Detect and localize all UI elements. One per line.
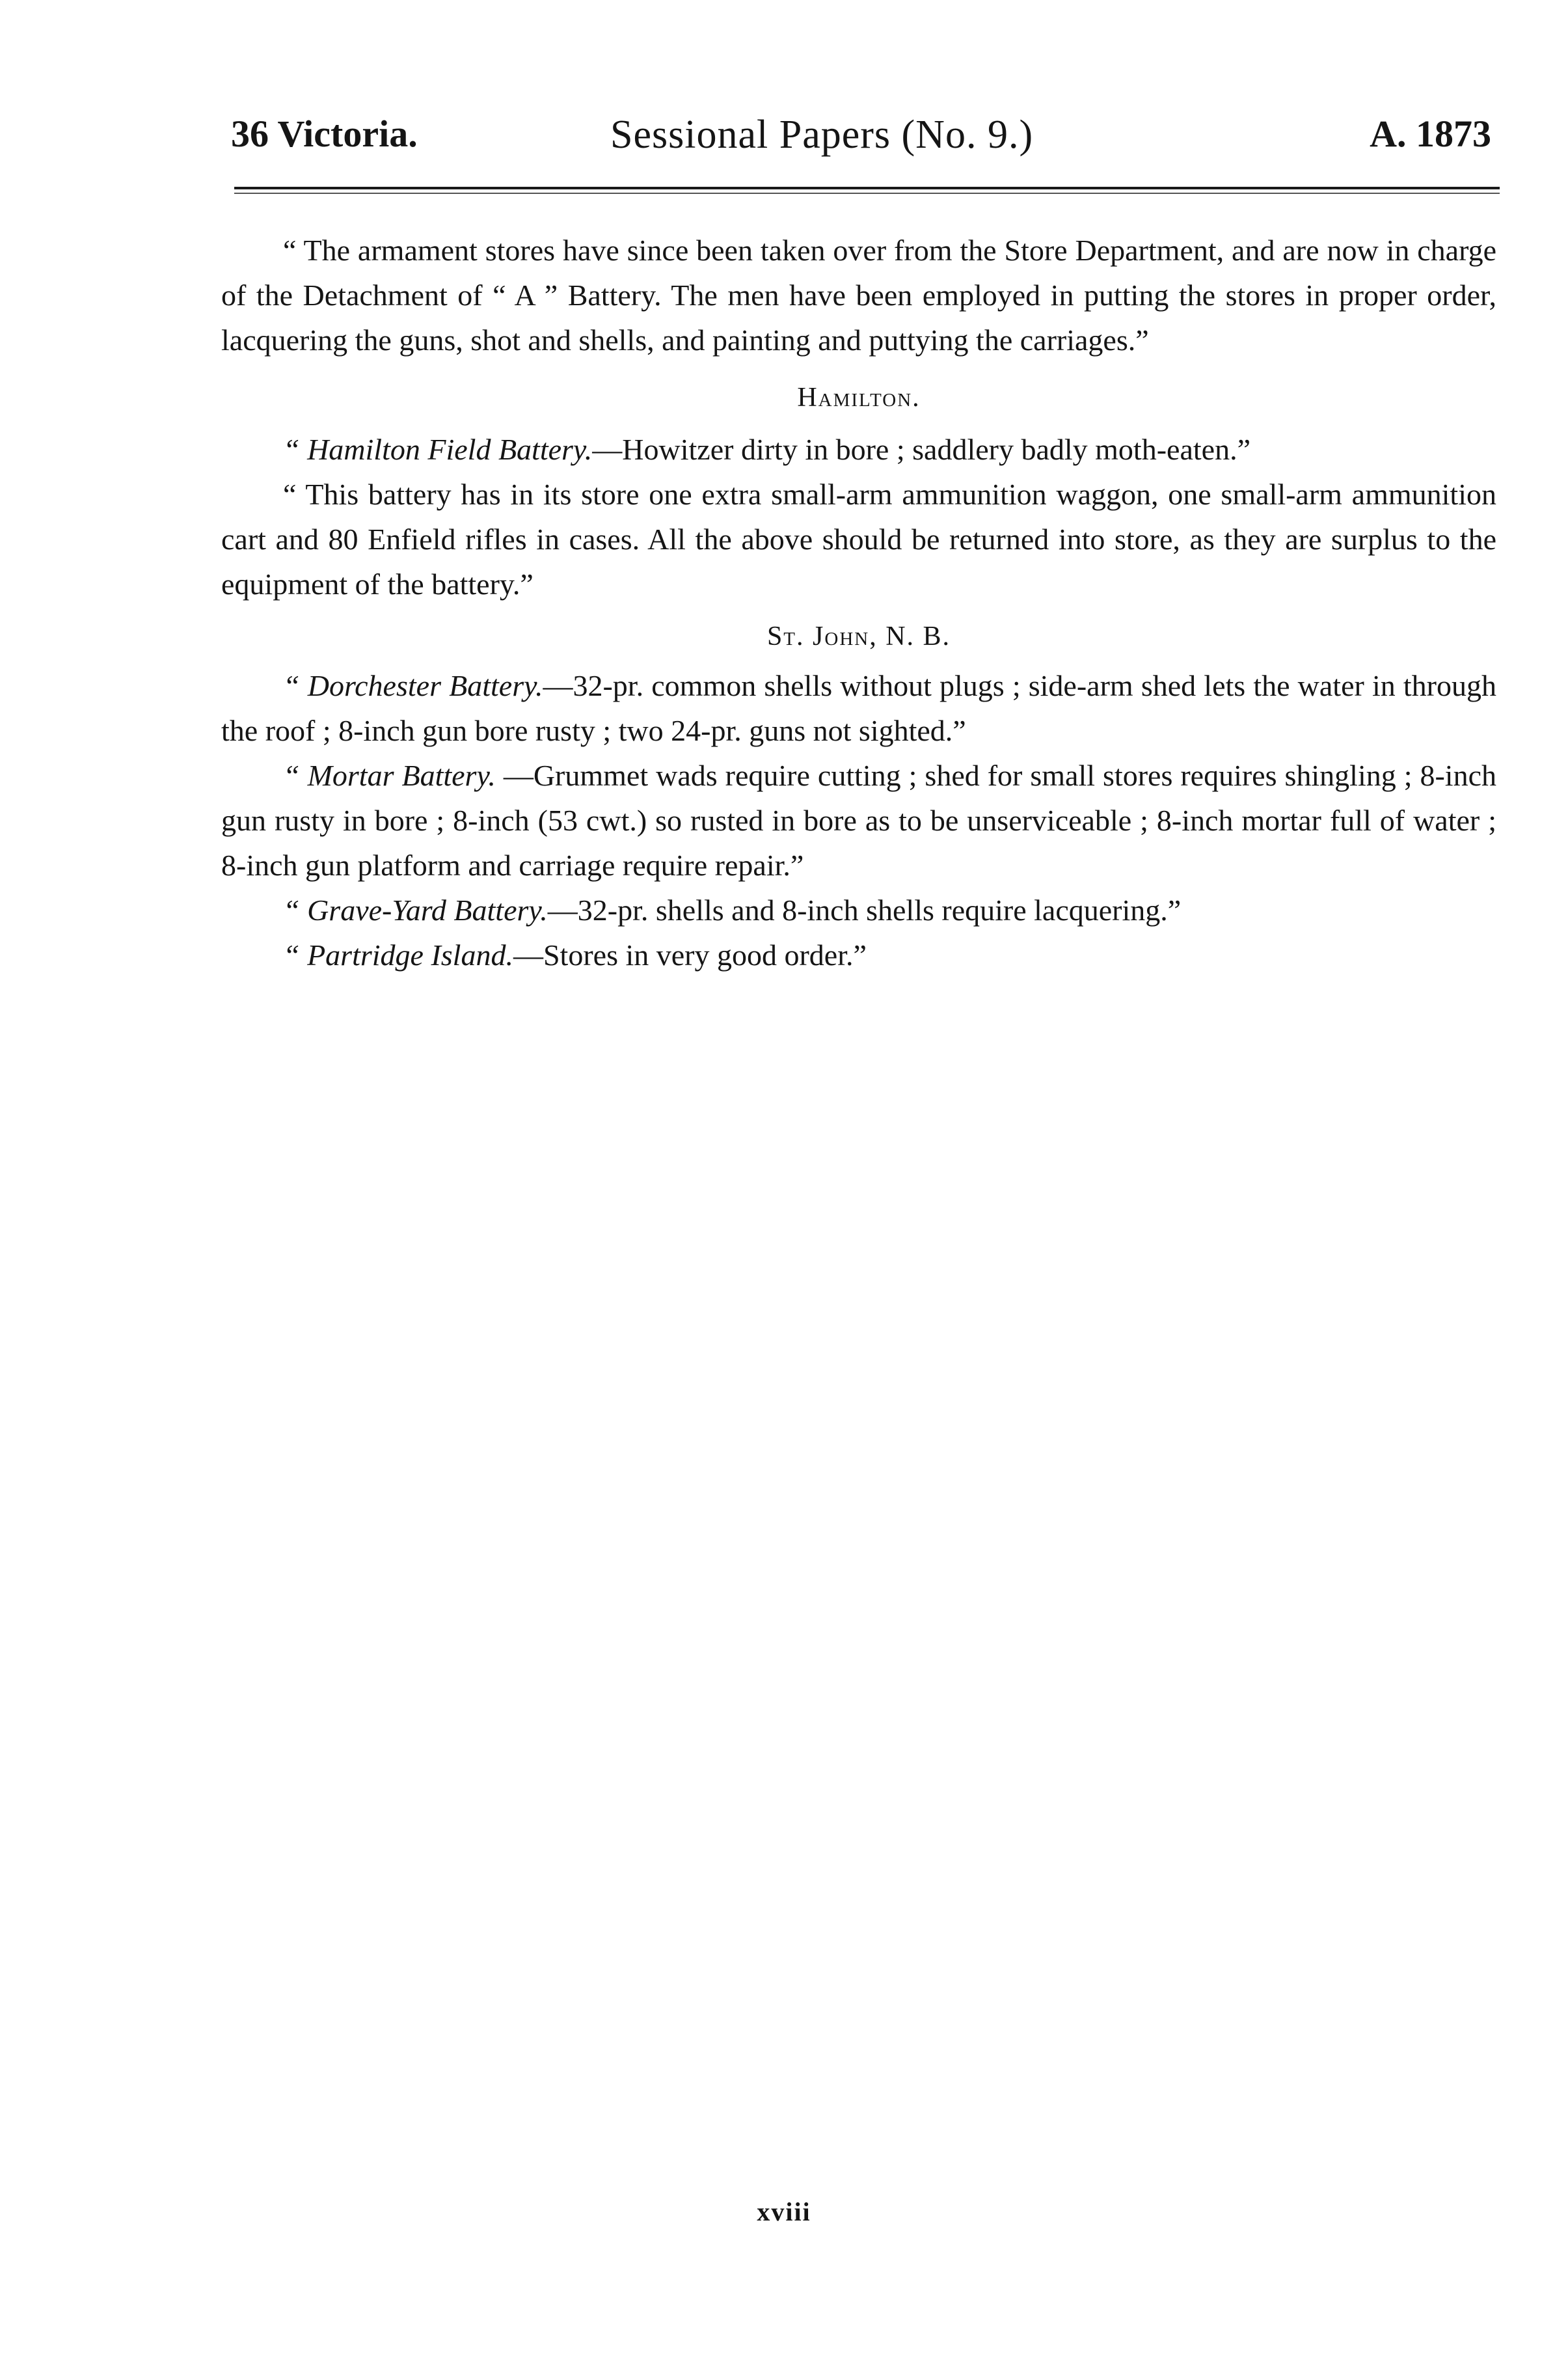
stjohn-paragraph-4 — [221, 933, 1496, 977]
stjohn-p1-lead: “ Dorchester Battery. — [283, 669, 543, 702]
hamilton-paragraph-1 — [221, 427, 1496, 472]
header-rule — [234, 187, 1500, 189]
stjohn-paragraph-2 — [221, 753, 1496, 888]
section-heading-hamilton: Hamilton. — [797, 383, 921, 413]
stjohn-p3-text: —32-pr. shells and 8-inch shells require lacquering.” — [547, 894, 1182, 927]
stjohn-p4-lead: “ Partridge Island. — [283, 938, 513, 972]
stjohn-p4-text: —Stores in very good order.” — [513, 938, 867, 972]
header-year: A. 1873 — [1370, 113, 1491, 155]
stjohn-p1-text: —32-pr. common shells without plugs ; side-arm shed lets the water in through the roof ; 8-inch gun bore rusty ; two 24-pr. guns not sighted.” — [221, 669, 1496, 747]
stjohn-p2-lead: “ Mortar Battery. — [283, 759, 496, 792]
hamilton-p1-text: —Howitzer dirty in bore ; saddlery badly moth-eaten.” — [592, 433, 1250, 466]
hamilton-p1-lead: “ Hamilton Field Battery. — [283, 433, 593, 466]
intro-paragraph: “ The armament stores have since been taken over from the Store Department, and are now in charge of the Detachment of “ A ” Battery. The men have been employed in putting the stores in proper order, lacquering the guns, shot and shells, and painting and puttying the carriages.” — [221, 234, 1496, 357]
page-number: xviii — [757, 2197, 811, 2226]
stjohn-paragraph-1 — [221, 663, 1496, 753]
page-body — [221, 228, 1496, 977]
stjohn-p2-text: —Grummet wads require cutting ; shed for small stores requires shingling ; 8-inch gun rusty in bore ; 8-inch (53 cwt.) so rusted in bore as to be unserviceable ; 8-inch mortar full of water ; 8-inch gun platform and carriage require repair.” — [221, 759, 1497, 882]
header-volume: 36 Victoria. — [231, 113, 418, 155]
running-header — [0, 98, 1568, 156]
header-title: Sessional Papers (No. 9.) — [610, 113, 1034, 157]
section-heading-stjohn: St. John, N. B. — [766, 622, 951, 651]
header-rule-thin — [234, 193, 1500, 194]
stjohn-paragraph-3 — [221, 888, 1496, 933]
hamilton-paragraph-2: “ This battery has in its store one extra small-arm ammunition waggon, one small-arm ammunition cart and 80 Enfield rifles in cases. All the above should be returned into store, as they are surplus to the equipment of the battery.” — [221, 478, 1496, 601]
stjohn-p3-lead: “ Grave-Yard Battery. — [283, 894, 548, 927]
